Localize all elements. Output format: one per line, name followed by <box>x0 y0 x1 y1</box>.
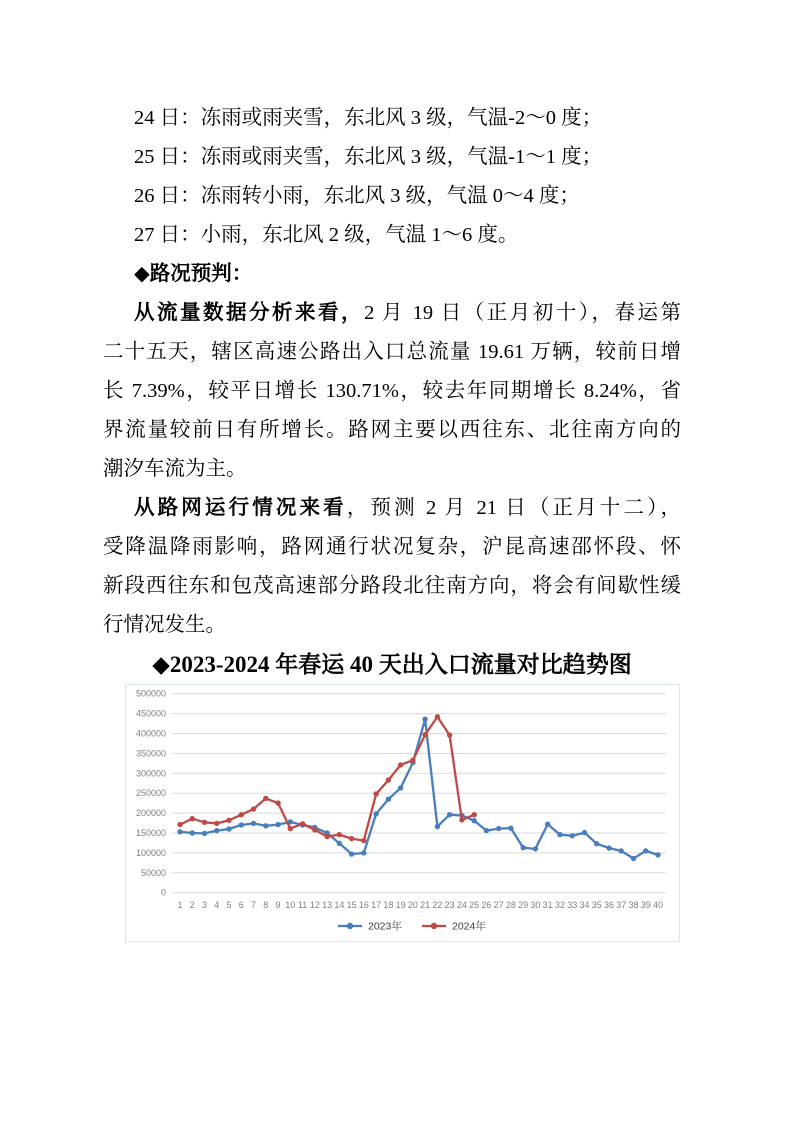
svg-text:4: 4 <box>214 900 220 910</box>
data-point <box>447 812 452 817</box>
data-point <box>373 811 378 816</box>
data-point <box>447 732 452 737</box>
data-point <box>422 717 427 722</box>
data-point <box>398 785 403 790</box>
data-point <box>226 818 231 823</box>
data-point <box>422 732 427 737</box>
svg-text:250000: 250000 <box>135 788 166 799</box>
svg-text:3: 3 <box>202 900 208 910</box>
data-point <box>239 822 244 827</box>
svg-text:38: 38 <box>628 900 639 910</box>
data-point <box>386 777 391 782</box>
svg-text:50000: 50000 <box>140 867 166 878</box>
weather-line-25: 25 日：冻雨或雨夹雪，东北风 3 级，气温-1～1 度； <box>134 146 603 168</box>
svg-text:2: 2 <box>189 900 195 910</box>
svg-text:300000: 300000 <box>135 768 166 779</box>
paragraph-line: 界流量较前日有所增长。路网主要以西往东、北往南方向的 <box>103 419 681 441</box>
paragraph-network-status <box>103 489 681 645</box>
data-point <box>349 851 354 856</box>
paragraph-line: 从路网运行情况来看，预测 2 月 21 日（正月十二）， <box>134 497 681 519</box>
data-point <box>570 833 575 838</box>
traffic-trend-chart <box>125 684 680 942</box>
chart-legend <box>338 920 486 933</box>
svg-text:31: 31 <box>542 900 553 910</box>
data-point <box>300 821 305 826</box>
data-point <box>472 812 477 817</box>
svg-text:27: 27 <box>493 900 504 910</box>
paragraph-line: 二十五天，辖区高速公路出入口总流量 19.61 万辆，较前日增 <box>103 341 681 363</box>
svg-text:17: 17 <box>371 900 382 910</box>
svg-text:30: 30 <box>530 900 541 910</box>
data-point <box>606 845 611 850</box>
data-point <box>288 826 293 831</box>
data-point <box>361 838 366 843</box>
weather-line-27: 27 日：小雨，东北风 2 级，气温 1～6 度。 <box>134 224 519 246</box>
svg-text:9: 9 <box>275 900 281 910</box>
svg-text:350000: 350000 <box>135 748 166 759</box>
data-point <box>484 828 489 833</box>
data-point <box>251 806 256 811</box>
svg-text:20: 20 <box>407 900 418 910</box>
data-point <box>533 846 538 851</box>
data-point <box>263 796 268 801</box>
svg-text:10: 10 <box>285 900 296 910</box>
data-point <box>361 850 366 855</box>
svg-text:16: 16 <box>358 900 369 910</box>
svg-text:500000: 500000 <box>135 688 166 699</box>
data-point <box>275 800 280 805</box>
data-point <box>349 836 354 841</box>
svg-text:1: 1 <box>177 900 183 910</box>
data-point <box>312 827 317 832</box>
svg-text:21: 21 <box>420 900 431 910</box>
section-heading-road-forecast: ◆路况预判： <box>134 263 253 285</box>
legend-label: 2023年 <box>368 920 402 933</box>
svg-text:19: 19 <box>395 900 406 910</box>
paragraph-line: 长 7.39%，较平日增长 130.71%，较去年同期增长 8.24%，省 <box>103 380 681 402</box>
data-point <box>239 812 244 817</box>
svg-text:33: 33 <box>567 900 578 910</box>
legend-marker <box>347 923 353 929</box>
svg-text:25: 25 <box>469 900 480 910</box>
svg-text:11: 11 <box>297 900 308 910</box>
document-body <box>103 99 681 684</box>
series-2023年 <box>177 717 660 862</box>
svg-text:14: 14 <box>334 900 345 910</box>
svg-text:13: 13 <box>322 900 333 910</box>
svg-text:7: 7 <box>251 900 257 910</box>
data-point <box>619 848 624 853</box>
svg-text:22: 22 <box>432 900 443 910</box>
data-point <box>177 829 182 834</box>
x-axis-labels <box>177 900 663 910</box>
data-point <box>177 822 182 827</box>
svg-text:32: 32 <box>554 900 565 910</box>
data-point <box>521 845 526 850</box>
data-point <box>337 841 342 846</box>
svg-text:28: 28 <box>505 900 516 910</box>
svg-text:39: 39 <box>640 900 651 910</box>
paragraph-line: 受降温降雨影响，路网通行状况复杂，沪昆高速邵怀段、怀 <box>103 536 681 558</box>
data-point <box>202 820 207 825</box>
weather-line-26: 26 日：冻雨转小雨，东北风 3 级，气温 0～4 度； <box>134 185 580 207</box>
svg-text:36: 36 <box>603 900 614 910</box>
svg-text:0: 0 <box>160 887 166 898</box>
data-point <box>202 831 207 836</box>
svg-text:12: 12 <box>309 900 320 910</box>
svg-text:35: 35 <box>591 900 602 910</box>
data-point <box>508 826 513 831</box>
legend-marker <box>431 923 437 929</box>
data-point <box>643 848 648 853</box>
svg-text:100000: 100000 <box>135 847 166 858</box>
legend-label: 2024年 <box>452 920 486 933</box>
svg-text:24: 24 <box>456 900 467 910</box>
svg-text:8: 8 <box>263 900 269 910</box>
svg-text:15: 15 <box>346 900 357 910</box>
data-point <box>496 826 501 831</box>
svg-text:37: 37 <box>616 900 627 910</box>
data-point <box>410 758 415 763</box>
svg-text:29: 29 <box>518 900 529 910</box>
svg-text:450000: 450000 <box>135 708 166 719</box>
svg-text:26: 26 <box>481 900 492 910</box>
paragraph-line: 行情况发生。 <box>103 614 226 636</box>
data-point <box>214 821 219 826</box>
data-point <box>459 817 464 822</box>
data-point <box>324 834 329 839</box>
data-point <box>190 816 195 821</box>
svg-text:5: 5 <box>226 900 232 910</box>
data-point <box>398 762 403 767</box>
data-point <box>435 714 440 719</box>
data-point <box>373 791 378 796</box>
data-point <box>594 841 599 846</box>
paragraph-flow-analysis <box>103 294 681 489</box>
data-point <box>190 830 195 835</box>
svg-text:18: 18 <box>383 900 394 910</box>
svg-text:6: 6 <box>238 900 244 910</box>
data-point <box>582 830 587 835</box>
svg-text:400000: 400000 <box>135 728 166 739</box>
data-point <box>214 828 219 833</box>
y-axis-labels <box>136 689 166 898</box>
data-point <box>386 797 391 802</box>
data-point <box>337 832 342 837</box>
data-point <box>226 826 231 831</box>
data-point <box>631 856 636 861</box>
svg-text:200000: 200000 <box>135 808 166 819</box>
data-point <box>275 822 280 827</box>
chart-heading: ◆2023-2024 年春运 40 天出入口流量对比趋势图 <box>152 652 632 677</box>
data-point <box>435 824 440 829</box>
data-point <box>251 821 256 826</box>
data-point <box>472 818 477 823</box>
paragraph-line: 新段西往东和包茂高速部分路段北往南方向，将会有间歇性缓 <box>103 575 681 597</box>
gridlines <box>172 694 666 893</box>
svg-text:34: 34 <box>579 900 590 910</box>
data-point <box>263 823 268 828</box>
data-point <box>557 832 562 837</box>
data-point <box>545 822 550 827</box>
svg-text:150000: 150000 <box>135 828 166 838</box>
weather-line-24: 24 日：冻雨或雨夹雪，东北风 3 级，气温-2～0 度； <box>134 107 603 129</box>
paragraph-line: 从流量数据分析来看，2 月 19 日（正月初十），春运第 <box>134 302 681 324</box>
data-point <box>655 852 660 857</box>
svg-text:40: 40 <box>652 900 664 910</box>
paragraph-line: 潮汐车流为主。 <box>103 458 247 480</box>
svg-text:23: 23 <box>444 900 455 910</box>
